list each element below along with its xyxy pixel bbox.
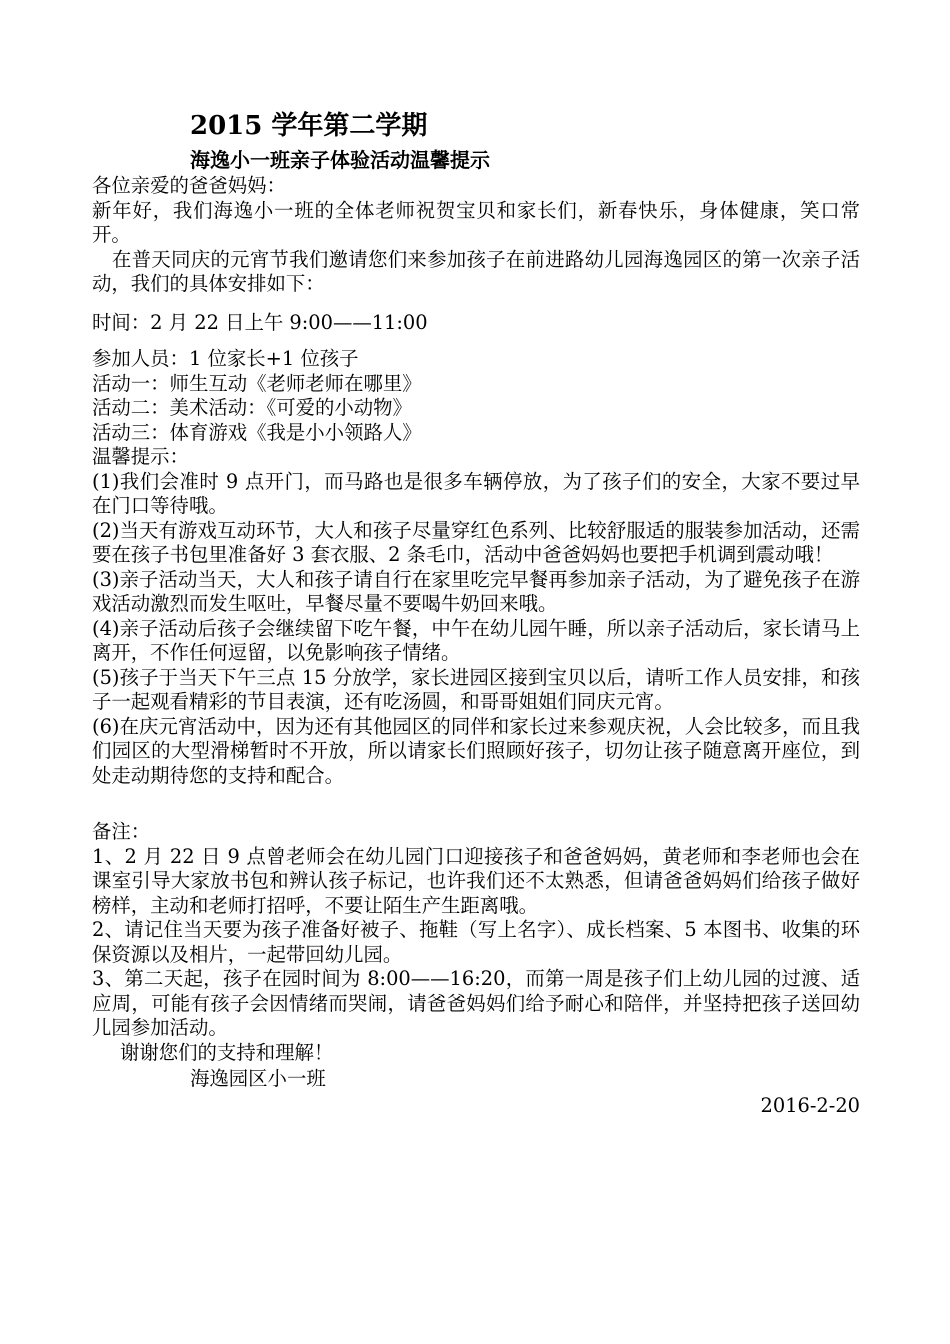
tip-item: (6)在庆元宵活动中，因为还有其他园区的同伴和家长过来参观庆祝，人会比较多，而且我们园区的大型滑梯暂时不开放，所以请家长们照顾好孩子，切勿让孩子随意离开座位，到处走动期待您的支持和配合。 [92,714,860,787]
event-time: 时间：2 月 22 日上午 9:00——11:00 [92,310,428,334]
intro-paragraph: 在普天同庆的元宵节我们邀请您们来参加孩子在前进路幼儿园海逸园区的第一次亲子活动，我们的具体安排如下： [92,247,860,295]
schedule-item: 活动一：师生互动《老师老师在哪里》 [92,371,422,395]
document-title: 2015 学年第二学期 [190,111,428,141]
remark-item: 2、请记住当天要为孩子准备好被子、拖鞋（写上名字）、成长档案、5 本图书、收集的环保资源以及相片，一起带回幼儿园。 [92,918,860,966]
remarks-heading: 备注： [92,820,151,843]
remark-item: 1、2 月 22 日 9 点曾老师会在幼儿园门口迎接孩子和爸爸妈妈，黄老师和李老师也会在课室引导大家放书包和辨认孩子标记，也许我们还不太熟悉，但请爸爸妈妈们给孩子做好榜样，主动和老师打招呼，不要让陌生产生距离哦。 [92,844,860,917]
schedule-item: 参加人员：1 位家长+1 位孩子 [92,347,359,370]
tip-item: (2)当天有游戏互动环节，大人和孩子尽量穿红色系列、比较舒服适的服装参加活动，还需要在孩子书包里准备好 3 套衣服、2 条毛巾，活动中爸爸妈妈也要把手机调到震动哦！ [92,518,860,566]
tip-item: (4)亲子活动后孩子会继续留下吃午餐，中午在幼儿园午睡，所以亲子活动后，家长请马上离开，不作任何逗留，以免影响孩子情绪。 [92,616,860,664]
schedule-item: 活动三：体育游戏《我是小小领路人》 [92,420,422,444]
tip-item: (1)我们会准时 9 点开门，而马路也是很多车辆停放，为了孩子们的安全，大家不要过早在门口等待哦。 [92,469,860,517]
signature: 海逸园区小一班 [190,1067,326,1090]
document-date: 2016-2-20 [760,1093,860,1117]
intro-paragraph: 新年好，我们海逸小一班的全体老师祝贺宝贝和家长们，新春快乐，身体健康，笑口常开。 [92,198,860,246]
schedule-item: 活动二：美术活动：《可爱的小动物》 [92,396,412,419]
tips-heading: 温馨提示： [92,445,189,468]
greeting: 各位亲爱的爸爸妈妈： [92,174,286,197]
document-page [92,108,860,1118]
document-subtitle: 海逸小一班亲子体验活动温馨提示 [190,148,490,172]
tip-item: (3)亲子活动当天，大人和孩子请自行在家里吃完早餐再参加亲子活动，为了避免孩子在游戏活动激烈而发生呕吐，早餐尽量不要喝牛奶回来哦。 [92,567,860,615]
remark-item: 3、第二天起，孩子在园时间为 8:00——16:20，而第一周是孩子们上幼儿园的过渡、适应周，可能有孩子会因情绪而哭闹，请爸爸妈妈们给予耐心和陪伴，并坚持把孩子送回幼儿园参加活动。 [92,967,860,1039]
thanks-line: 谢谢您们的支持和理解！ [120,1040,334,1064]
tip-item: (5)孩子于当天下午三点 15 分放学，家长进园区接到宝贝以后，请听工作人员安排，和孩子一起观看精彩的节目表演，还有吃汤圆，和哥哥姐姐们同庆元宵。 [92,665,860,713]
